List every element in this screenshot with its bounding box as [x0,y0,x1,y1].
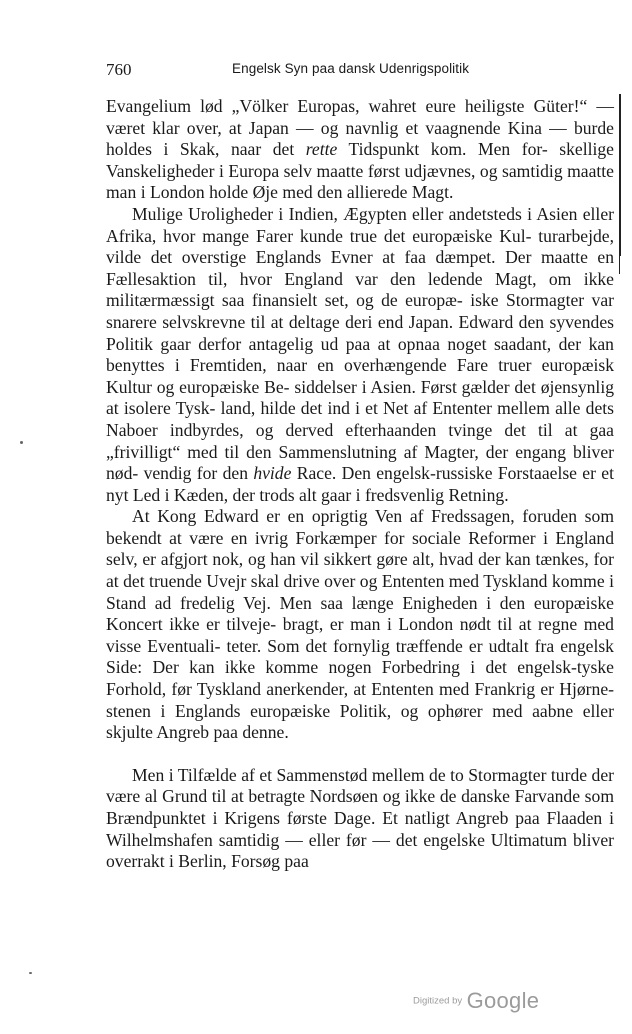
paragraph [106,765,614,873]
text-line: at opnaa noget saadant, der kan benyttes i Fremtiden, naar en [106,333,614,376]
text-line: vendig for den hvide Race. Den engelsk-russiske Forstaaelse er [143,463,596,484]
running-title: Engelsk Syn paa dansk Udenrigspolitik [232,61,470,76]
google-logo: Google [466,988,540,1013]
text-line: teter. Som det fornylig træffende er udtalt fra engelsk Side: Der [106,635,614,678]
text-line: Japan. Edward den syvendes Politik gaar derfor antagelig ud paa [106,311,614,354]
text-line: Ententen med Tyskland komme i Stand ad fredelig Vej. Men [106,571,614,613]
text-line: natligt Angreb paa Flaaden i Wilhelmshafen samtidig — eller før [106,808,614,850]
text-line: burde holdes i Skak, naar det rette Tidspunkt kom. Men for- [106,117,614,160]
text-line: Evangelium lød „Völker Europas, wahret eure heiligste Güter!“ [106,96,588,116]
page-number: 760 [106,60,132,79]
page-header [106,60,618,82]
digitized-label: Digitized by [413,995,463,1007]
text-line: siddelser i Asien. Først gælder det øjensynlig at isolere Tysk- [106,376,614,419]
body-text [106,96,614,873]
text-line: kan ikke komme nogen Forbedring i det engelsk-tyske Forhold, [106,657,614,700]
margin-rule-lower [619,244,620,274]
text-line: Men i Tilfælde af et Sammenstød mellem de to Stormagter [132,764,547,785]
text-line: saa længe Enigheden i den europæiske Koncert ikke er tilveje- [106,592,614,635]
text-line: skellige Vanskeligheder i Europa selv maatte først udjævnes, og [106,139,614,181]
emphasis-rette: rette [305,139,338,160]
text-line: et nyt Led i Kæden, der trods alt gaar i fredsvenlig Retning. [106,463,614,505]
text-line: Magt, om ikke militærmæssigt saa finansielt set, og de europæ- [106,268,614,311]
text-line: — været klar over, at Japan — og navnlig et vaagnende Kina — [106,96,614,138]
paragraph [106,204,614,506]
text-line: der kan tænkes, for at det truende Uvejr skal drive over og [106,549,614,592]
text-line: eller Afrika, hvor mange Farer kunde true det europæiske Kul- [106,203,614,246]
digitization-watermark [413,988,539,1014]
emphasis-hvide: hvide [253,463,292,484]
text-line: iske Stormagter var snarere selvskrevne til at deltage deri end [106,290,615,332]
text-line: bragt, er man i London nødt til at regne med visse Eventuali- [106,614,614,656]
scan-speck [20,441,23,444]
text-line: danske Farvande som Brændpunktet i Krigens første Dage. Et [106,786,614,828]
margin-rule [619,94,621,256]
text-line: som bekendt at være en ivrig Forkæmper for sociale Reformer [106,506,615,548]
text-line: — det engelske Ultimatum bliver overrakt i Berlin, Forsøg paa [106,829,615,872]
text-line: før Tyskland anerkender, at Ententen med Frankrig er Hjørne- [171,679,614,700]
text-line: i England selv, er afgjort nok, og han vil sikkert gøre alt, hvad [106,527,614,570]
paragraph [106,96,614,204]
text-line: turarbejde, vilde det overstige Englands Evner at faa dæmpet. [106,225,615,268]
text-line: Magt. [411,182,454,203]
text-line: samtidig maatte man i London holde Øje med den allierede [106,160,614,203]
text-line: Der maatte en Fællesaktion til, hvor England var den ledende [106,247,614,289]
scan-speck [29,972,32,974]
text-line: indbyrdes, og derved efterhaanden tvinge det til at gaa „frivilligt“ [106,419,614,462]
paragraph [106,506,614,744]
text-line: land, hilde det ind i et Net af Ententer mellem alle dets Naboer [106,398,614,440]
text-line: stenen i Englands europæiske Politik, og ophører med aabne [106,700,574,721]
text-line: Mulige Uroligheder i Indien, Ægypten eller andetsteds i Asien [132,203,578,224]
text-line: At Kong Edward er en oprigtig Ven af Fredssagen, foruden [132,506,578,527]
text-line: overhængende Fare truer europæisk Kultur og europæiske Be- [106,355,614,397]
text-line: turde der være al Grund til at betragte Nordsøen og ikke de [106,764,614,807]
text-line: eller skjulte Angreb paa denne. [106,700,614,743]
text-line: med til den Sammenslutning af Magter, der engang bliver nød- [106,441,614,484]
